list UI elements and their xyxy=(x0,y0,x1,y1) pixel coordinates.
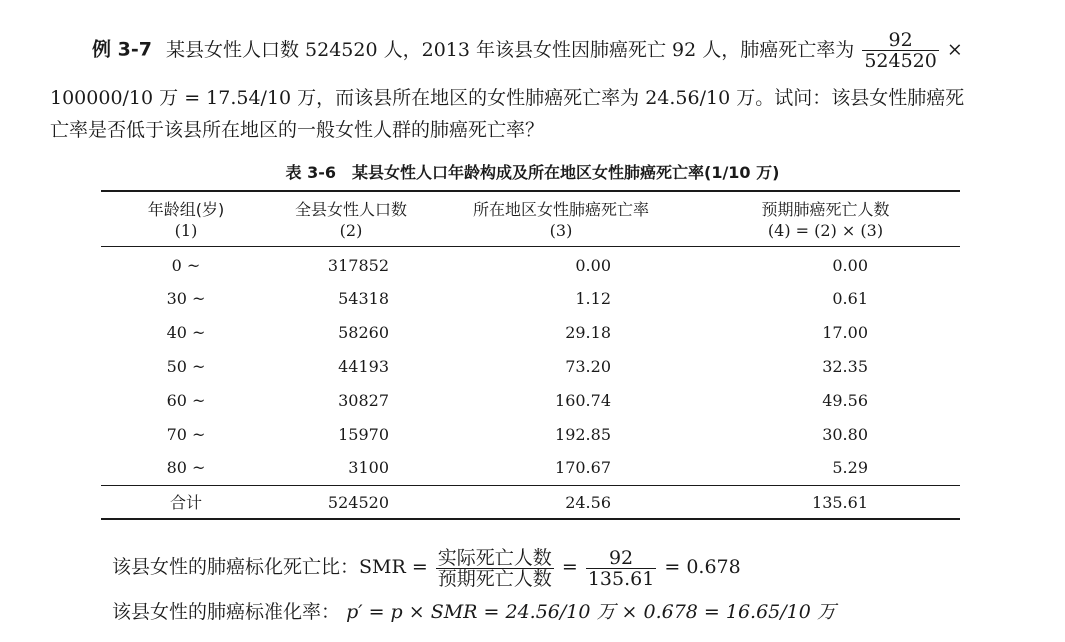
row-0-rate: 0.00 xyxy=(575,256,611,275)
rate-fraction-denominator: 524520 xyxy=(864,50,937,72)
row-4-age: 60 ~ xyxy=(166,391,206,410)
smr-equals: = xyxy=(561,556,578,578)
row-1-expected: 0.61 xyxy=(832,289,868,308)
row-2-expected: 17.00 xyxy=(822,323,868,342)
smr-result: = 0.678 xyxy=(664,556,741,578)
total-population: 524520 xyxy=(327,493,389,512)
row-2-population: 58260 xyxy=(338,323,389,342)
row-1-age: 30 ~ xyxy=(166,289,206,308)
row-6-rate: 170.67 xyxy=(555,458,611,477)
header-population: 全县女性人口数 xyxy=(294,200,407,219)
row-3-age: 50 ~ xyxy=(166,357,206,376)
row-5-expected: 30.80 xyxy=(822,425,868,444)
row-5-rate: 192.85 xyxy=(555,425,611,444)
header-population-index: (2) xyxy=(339,221,363,240)
smr-prefix: 该县女性的肺癌标化死亡比：SMR = xyxy=(112,556,428,578)
example-label: 例 3-7 xyxy=(92,38,152,61)
smr-fraction-values xyxy=(586,548,656,589)
smr-expected-deaths: 预期死亡人数 xyxy=(437,567,552,590)
example-line-1 xyxy=(92,30,963,71)
header-age-group: 年龄组(岁) xyxy=(147,200,225,219)
row-6-expected: 5.29 xyxy=(832,458,868,477)
header-age-group-index: (1) xyxy=(174,221,198,240)
row-5-age: 70 ~ xyxy=(166,425,206,444)
rate-fraction xyxy=(862,30,939,71)
header-regional-rate: 所在地区女性肺癌死亡率 xyxy=(472,200,649,219)
smr-actual-value: 92 xyxy=(586,548,656,569)
row-3-expected: 32.35 xyxy=(822,357,868,376)
row-0-age: 0 ~ xyxy=(171,256,201,275)
table-bottom-rule xyxy=(101,518,960,520)
row-0-population: 317852 xyxy=(327,256,389,275)
header-expected-deaths-formula: (4) = (2) × (3) xyxy=(767,221,884,240)
example-text-1: 某县女性人口数 524520 人，2013 年该县女性因肺癌死亡 92 人，肺癌死亡率为 xyxy=(166,38,855,61)
table-header-rule xyxy=(101,246,960,247)
row-2-age: 40 ~ xyxy=(166,323,206,342)
example-times-sign: × xyxy=(946,38,963,61)
row-4-rate: 160.74 xyxy=(555,391,611,410)
row-1-rate: 1.12 xyxy=(575,289,611,308)
table-top-rule xyxy=(101,190,960,192)
smr-formula xyxy=(112,547,741,589)
row-4-expected: 49.56 xyxy=(822,391,868,410)
smr-actual-deaths: 实际死亡人数 xyxy=(437,546,552,569)
example-line-2: 100000/10 万 = 17.54/10 万，而该县所在地区的女性肺癌死亡率为 24.56/10 万。试问：该县女性肺癌死 xyxy=(50,87,965,109)
header-regional-rate-index: (3) xyxy=(549,221,573,240)
row-6-age: 80 ~ xyxy=(166,458,206,477)
row-1-population: 54318 xyxy=(338,289,389,308)
total-rate: 24.56 xyxy=(565,493,611,512)
table-title: 表 3-6 某县女性人口年龄构成及所在地区女性肺癌死亡率(1/10 万) xyxy=(285,163,780,182)
rate-fraction-numerator: 92 xyxy=(862,30,939,51)
standardized-rate xyxy=(112,600,836,624)
row-2-rate: 29.18 xyxy=(565,323,611,342)
header-expected-deaths: 预期肺癌死亡人数 xyxy=(761,200,890,219)
row-0-expected: 0.00 xyxy=(832,256,868,275)
smr-fraction-words xyxy=(436,548,554,589)
std-rate-formula: p′ = p × SMR = 24.56/10 万 × 0.678 = 16.65/10 万 xyxy=(346,601,836,623)
row-3-rate: 73.20 xyxy=(565,357,611,376)
example-line-3: 亡率是否低于该县所在地区的一般女性人群的肺癌死亡率？ xyxy=(50,119,545,141)
row-4-population: 30827 xyxy=(338,391,389,410)
row-3-population: 44193 xyxy=(338,357,389,376)
total-label: 合计 xyxy=(169,493,202,512)
std-rate-prefix: 该县女性的肺癌标准化率： xyxy=(112,601,341,623)
total-expected: 135.61 xyxy=(812,493,868,512)
table-total-rule xyxy=(101,485,960,486)
row-6-population: 3100 xyxy=(348,458,389,477)
smr-expected-value: 135.61 xyxy=(587,567,655,590)
row-5-population: 15970 xyxy=(338,425,389,444)
